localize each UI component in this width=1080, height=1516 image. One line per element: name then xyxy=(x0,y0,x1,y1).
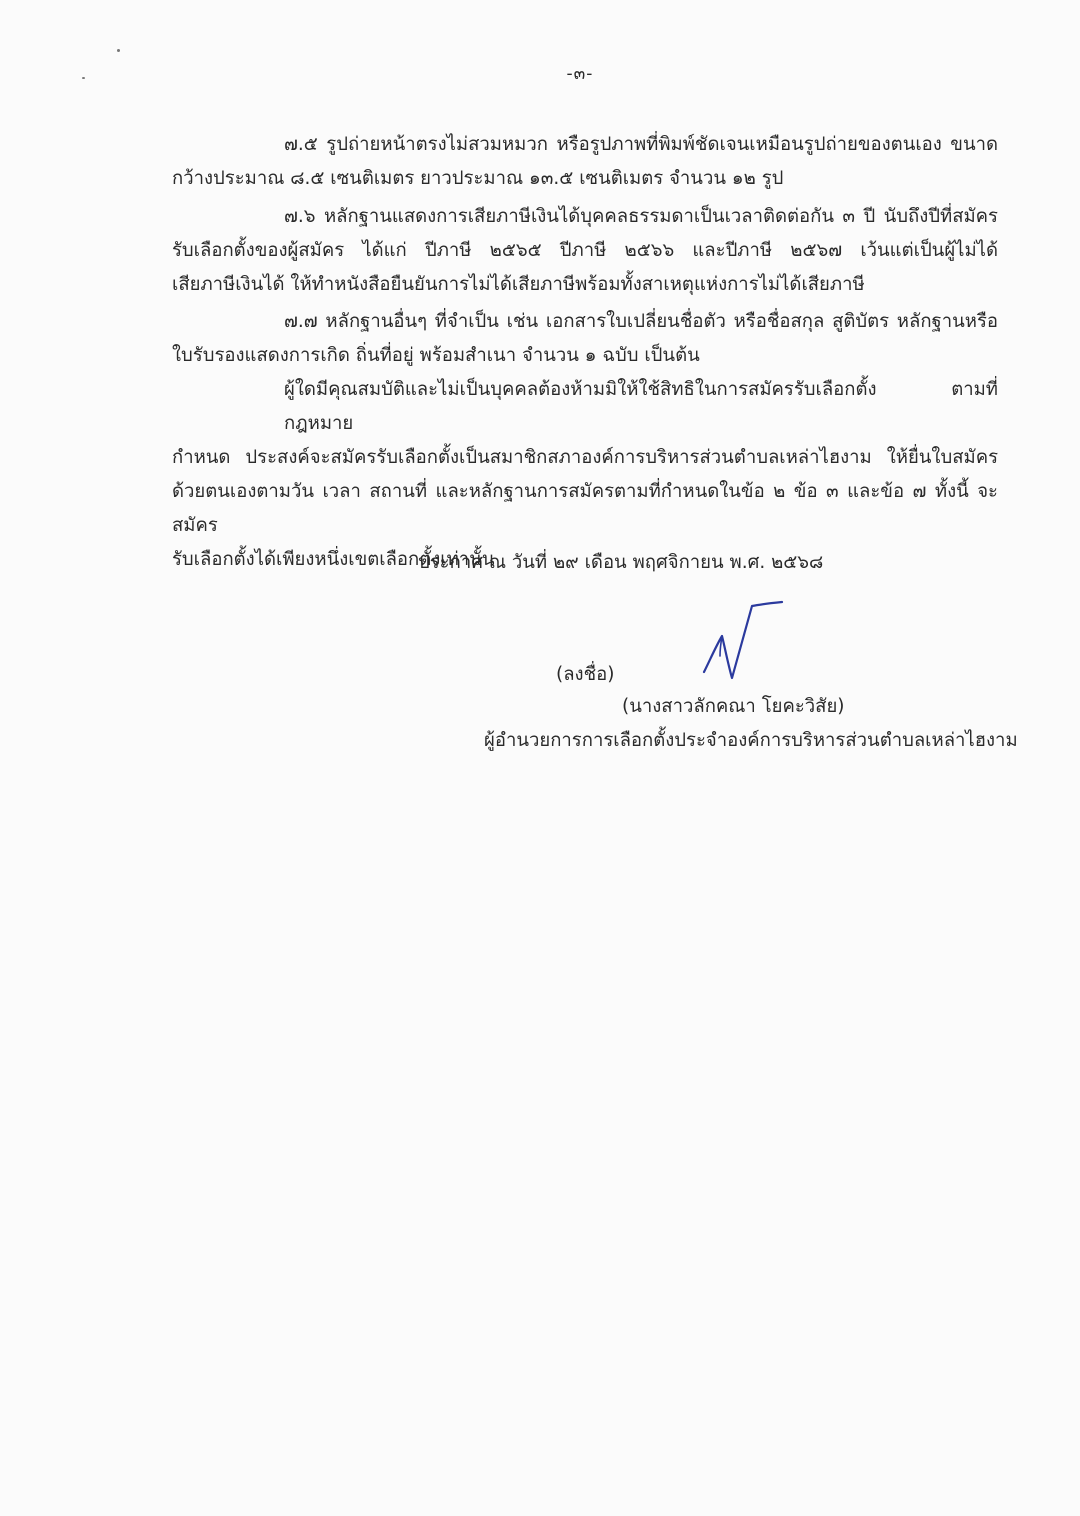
scan-speck xyxy=(117,49,120,52)
body-line: กว้างประมาณ ๘.๕ เซนติเมตร ยาวประมาณ ๑๓.๕ เซนติเมตร จำนวน ๑๒ รูป xyxy=(172,168,784,189)
item-7-5 xyxy=(172,128,998,196)
body-line: เสียภาษีเงินได้ ให้ทำหนังสือยืนยันการไม่ได้เสียภาษีพร้อมทั้งสาเหตุแห่งการไม่ได้เสียภาษี xyxy=(172,274,865,295)
body-line: ๗.๗ หลักฐานอื่นๆ ที่จำเป็น เช่น เอกสารใบเปลี่ยนชื่อตัว หรือชื่อสกุล สูติบัตร หลักฐานหรือ xyxy=(284,311,998,332)
signer-name: (นางสาวลักคณา โยคะวิสัย) xyxy=(622,696,845,717)
body-line: รับเลือกตั้งได้เพียงหนึ่งเขตเลือกตั้งเท่านั้น xyxy=(172,549,495,570)
announcement-date: ประกาศ ณ วันที่ ๒๙ เดือน พฤศจิกายน พ.ศ. ๒๕๖๘ xyxy=(418,552,824,573)
body-line: ใบรับรองแสดงการเกิด ถิ่นที่อยู่ พร้อมสำเนา จำนวน ๑ ฉบับ เป็นต้น xyxy=(172,345,700,366)
signature-icon xyxy=(694,598,790,684)
body-line: รับเลือกตั้งของผู้สมัคร ได้แก่ ปีภาษี ๒๕๖๕ ปีภาษี ๒๕๖๖ และปีภาษี ๒๕๖๗ เว้นแต่เป็นผู้ไม่ได้ xyxy=(172,240,998,261)
body-line: กำหนด ประสงค์จะสมัครรับเลือกตั้งเป็นสมาชิกสภาองค์การบริหารส่วนตำบลเหล่าไฮงาม ให้ยื่นใบสมัคร xyxy=(172,447,998,468)
eligibility-paragraph xyxy=(172,373,998,577)
body-line: ด้วยตนเองตามวัน เวลา สถานที่ และหลักฐานการสมัครตามที่กำหนดในข้อ ๒ ข้อ ๓ และข้อ ๗ ทั้งนี้ จะสมัคร xyxy=(172,481,998,536)
document-body xyxy=(172,128,998,577)
page-number: -๓- xyxy=(566,64,594,84)
body-line: ผู้ใดมีคุณสมบัติและไม่เป็นบุคคลต้องห้ามมิให้ใช้สิทธิในการสมัครรับเลือกตั้ง ตามที่กฎหมาย xyxy=(284,379,998,434)
signed-label: (ลงชื่อ) xyxy=(556,664,615,685)
item-7-7 xyxy=(172,305,998,373)
item-7-6 xyxy=(172,200,998,302)
signer-title: ผู้อำนวยการการเลือกตั้งประจำองค์การบริหารส่วนตำบลเหล่าไฮงาม xyxy=(484,730,1018,751)
handwritten-signature xyxy=(694,598,790,684)
body-line: ๗.๕ รูปถ่ายหน้าตรงไม่สวมหมวก หรือรูปภาพที่พิมพ์ชัดเจนเหมือนรูปถ่ายของตนเอง ขนาด xyxy=(284,134,998,155)
body-line: ๗.๖ หลักฐานแสดงการเสียภาษีเงินได้บุคคลธรรมดาเป็นเวลาติดต่อกัน ๓ ปี นับถึงปีที่สมัคร xyxy=(284,206,998,227)
